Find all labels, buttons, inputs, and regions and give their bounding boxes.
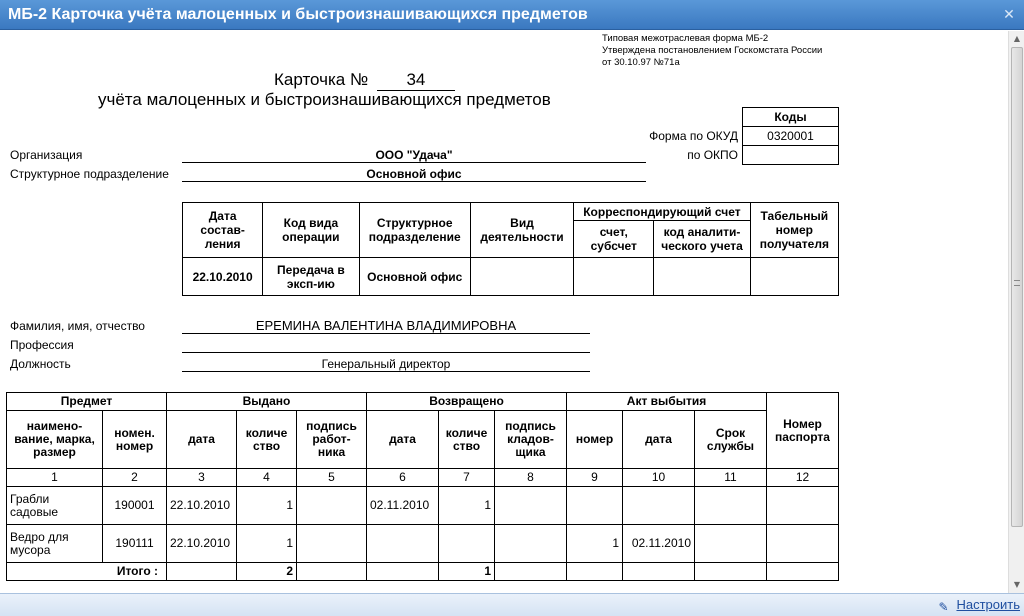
col-account-header: счет, субсчет <box>574 221 654 258</box>
cell-act-date: 02.11.2010 <box>623 525 695 563</box>
cell-ret-qty: 1 <box>439 487 495 525</box>
cell-nomen: 190001 <box>103 487 167 525</box>
scrollbar-thumb[interactable] <box>1011 47 1023 527</box>
col-activity-header: Вид деятельности <box>470 203 573 258</box>
settings-icon: ✎ <box>938 600 949 614</box>
cell-service <box>695 525 767 563</box>
fio-label: Фамилия, имя, отчество <box>10 319 145 333</box>
scroll-up-icon[interactable]: ▲ <box>1013 34 1021 43</box>
settings-link[interactable] <box>938 597 1020 614</box>
col-act-date-header: дата <box>623 411 695 469</box>
division-value: Основной офис <box>182 167 646 182</box>
col-tab-header: Табельный номер получателя <box>750 203 838 258</box>
col-corr-header: Корреспондирующий счет <box>574 203 751 221</box>
op-row-div: Основной офис <box>359 258 470 296</box>
card-number: 34 <box>377 70 455 91</box>
col-number: 3 <box>167 469 237 487</box>
op-row-analytic <box>654 258 750 296</box>
form-note-line3: от 30.10.97 №71а <box>602 57 680 68</box>
items-table <box>6 392 839 581</box>
col-div-header: Структурное подразделение <box>359 203 470 258</box>
total-label: Итого : <box>7 563 167 581</box>
op-row-account <box>574 258 654 296</box>
cell-nomen: 190111 <box>103 525 167 563</box>
cell-service <box>695 487 767 525</box>
vertical-scrollbar[interactable] <box>1008 31 1024 593</box>
form-note <box>602 33 822 69</box>
total-empty <box>767 563 839 581</box>
card-title-prefix: Карточка № <box>274 70 369 89</box>
op-row-activity <box>470 258 573 296</box>
total-empty <box>495 563 567 581</box>
total-issued-qty: 2 <box>237 563 297 581</box>
col-ret-date-header: дата <box>367 411 439 469</box>
table-row <box>7 525 839 563</box>
col-issued-sign-header: подпись работ- ника <box>297 411 367 469</box>
cell-passport <box>767 525 839 563</box>
close-icon[interactable]: ✕ <box>1003 7 1015 23</box>
position-value: Генеральный директор <box>182 357 590 372</box>
cell-issued-date: 22.10.2010 <box>167 525 237 563</box>
cell-act-date <box>623 487 695 525</box>
table-row <box>7 487 839 525</box>
group-returned-header: Возвращено <box>367 393 567 411</box>
card-subtitle: учёта малоценных и быстроизнашивающихся предметов <box>98 90 551 109</box>
total-empty <box>367 563 439 581</box>
status-bar <box>0 593 1024 616</box>
okpo-value <box>743 146 839 165</box>
col-nomen-header: номен. номер <box>103 411 167 469</box>
total-row <box>7 563 839 581</box>
group-writeoff-header: Акт выбытия <box>567 393 767 411</box>
col-issued-date-header: дата <box>167 411 237 469</box>
col-number: 6 <box>367 469 439 487</box>
total-ret-qty: 1 <box>439 563 495 581</box>
cell-name: Ведро для мусора <box>7 525 103 563</box>
document-area <box>0 31 1008 593</box>
cell-name: Грабли садовые <box>7 487 103 525</box>
col-number: 12 <box>767 469 839 487</box>
col-number: 11 <box>695 469 767 487</box>
card-title <box>274 70 455 91</box>
col-analytic-header: код аналити- ческого учета <box>654 221 750 258</box>
col-ret-sign-header: подпись кладов- щика <box>495 411 567 469</box>
col-op-header: Код вида операции <box>263 203 359 258</box>
col-number: 2 <box>103 469 167 487</box>
cell-act-num: 1 <box>567 525 623 563</box>
codes-header: Коды <box>743 108 839 127</box>
total-empty <box>297 563 367 581</box>
cell-issued-sign <box>297 487 367 525</box>
fio-value: ЕРЕМИНА ВАЛЕНТИНА ВЛАДИМИРОВНА <box>182 319 590 334</box>
col-number: 4 <box>237 469 297 487</box>
form-note-line1: Типовая межотраслевая форма МБ-2 <box>602 33 769 44</box>
cell-ret-sign <box>495 525 567 563</box>
col-date-header: Дата состав- ления <box>183 203 263 258</box>
organization-label: Организация <box>10 148 83 162</box>
col-number: 1 <box>7 469 103 487</box>
op-row-date: 22.10.2010 <box>183 258 263 296</box>
col-service-header: Срок службы <box>695 411 767 469</box>
window-titlebar <box>0 0 1024 30</box>
form-note-line2: Утверждена постановлением Госкомстата России <box>602 45 823 56</box>
organization-value: ООО "Удача" <box>182 148 646 163</box>
cell-ret-date: 02.11.2010 <box>367 487 439 525</box>
group-issued-header: Выдано <box>167 393 367 411</box>
group-item-header: Предмет <box>7 393 167 411</box>
division-label: Структурное подразделение <box>10 167 169 181</box>
cell-issued-qty: 1 <box>237 487 297 525</box>
col-numbers-row <box>7 469 839 487</box>
position-label: Должность <box>10 357 71 371</box>
total-empty <box>167 563 237 581</box>
col-ret-qty-header: количе ство <box>439 411 495 469</box>
total-empty <box>623 563 695 581</box>
col-number: 5 <box>297 469 367 487</box>
cell-ret-sign <box>495 487 567 525</box>
profession-value <box>182 338 590 353</box>
col-name-header: наимено- вание, марка, размер <box>7 411 103 469</box>
col-number: 7 <box>439 469 495 487</box>
cell-ret-date <box>367 525 439 563</box>
op-row-op: Передача в эксп-ию <box>263 258 359 296</box>
total-empty <box>567 563 623 581</box>
cell-ret-qty <box>439 525 495 563</box>
profession-label: Профессия <box>10 338 74 352</box>
settings-label: Настроить <box>956 597 1020 612</box>
total-empty <box>695 563 767 581</box>
okpo-label: по ОКПО <box>687 148 738 162</box>
cell-issued-qty: 1 <box>237 525 297 563</box>
col-number: 9 <box>567 469 623 487</box>
col-act-num-header: номер <box>567 411 623 469</box>
cell-act-num <box>567 487 623 525</box>
okud-value: 0320001 <box>743 127 839 146</box>
passport-header: Номер паспорта <box>767 393 839 469</box>
cell-passport <box>767 487 839 525</box>
col-number: 10 <box>623 469 695 487</box>
codes-table <box>742 107 839 165</box>
col-number: 8 <box>495 469 567 487</box>
grip-icon <box>1014 280 1020 286</box>
cell-issued-date: 22.10.2010 <box>167 487 237 525</box>
scroll-down-icon[interactable]: ▼ <box>1013 580 1021 589</box>
col-issued-qty-header: количе ство <box>237 411 297 469</box>
window-title: МБ-2 Карточка учёта малоценных и быстроизнашивающихся предметов <box>8 6 588 23</box>
cell-issued-sign <box>297 525 367 563</box>
op-row-tab <box>750 258 838 296</box>
operation-table <box>182 202 839 296</box>
okud-label: Форма по ОКУД <box>649 129 738 143</box>
